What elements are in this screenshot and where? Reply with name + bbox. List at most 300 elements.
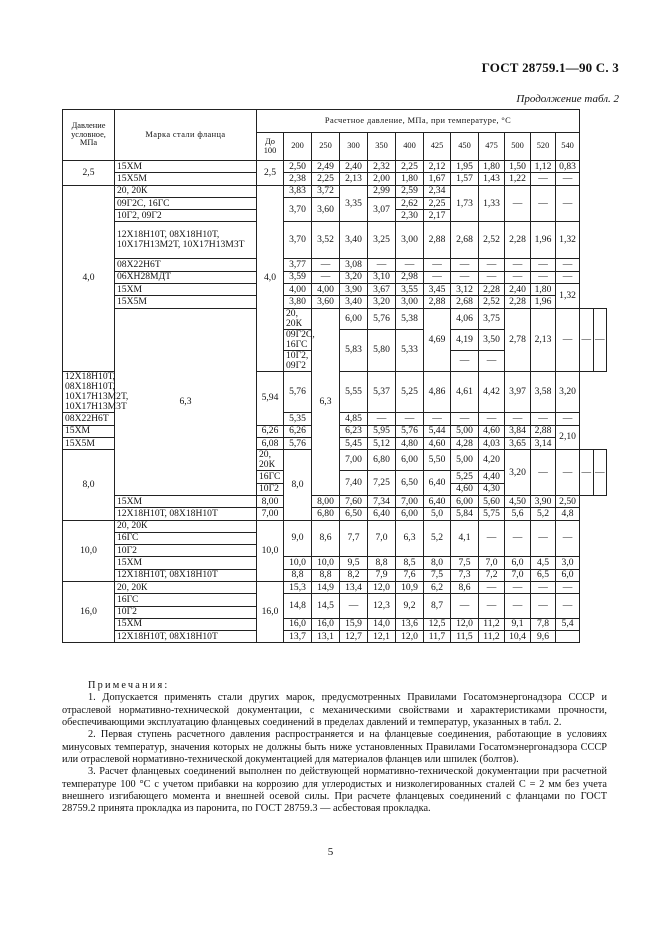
table-row [63, 594, 607, 606]
value-cell: 10,4 [505, 631, 531, 643]
value-cell: 2,99 [368, 185, 396, 197]
value-cell: 1,32 [556, 284, 580, 309]
value-cell: 2,25 [396, 161, 424, 173]
value-cell: 2,98 [396, 271, 424, 283]
value-cell: 3,60 [312, 296, 340, 308]
table-row [63, 161, 607, 173]
value-cell: — [593, 450, 606, 496]
value-cell: 6,0 [556, 569, 580, 581]
value-cell: 3,97 [505, 372, 531, 413]
value-cell: 1,73 [451, 185, 479, 222]
value-cell: 4,60 [424, 437, 451, 449]
header-temp: 475 [479, 133, 505, 161]
value-cell: 9,0 [284, 520, 312, 557]
grade-cell: 15ХМ [115, 557, 257, 569]
value-cell: 16,0 [284, 618, 312, 630]
value-cell: 6,23 [340, 425, 368, 437]
value-cell: — [505, 185, 531, 222]
value-cell: 2,28 [479, 284, 505, 296]
table-row [63, 259, 607, 271]
header-temp: 520 [531, 133, 556, 161]
value-cell: — [479, 594, 505, 619]
value-cell: — [556, 581, 580, 593]
value-cell: 8,0 [424, 557, 451, 569]
value-cell: 3,52 [312, 222, 340, 259]
value-cell: 1,32 [556, 222, 580, 259]
value-cell: 3,0 [556, 557, 580, 569]
value-cell: — [531, 594, 556, 619]
value-cell: 6,00 [451, 495, 479, 507]
value-cell: 4,20 [479, 450, 505, 471]
grade-cell: 15ХМ [115, 495, 257, 507]
header-temp: 540 [556, 133, 580, 161]
value-cell: 2,52 [479, 222, 505, 259]
table-row [63, 631, 607, 643]
value-cell: — [556, 413, 580, 425]
value-cell: — [580, 450, 593, 496]
note-3: 3. Расчет фланцевых соединений выполнен по действующей нормативно-технической документации при расчетной температуре 100 °С с учетом прибавки на коррозию для углеродистых и низколегированных сталей C = 2 мм без учета внешнего изгибающего момента и внешней осевой силы. При расчете фланцевых соединений с фланцами по ГОСТ 28759.2 принята прокладка из паронита, по ГОСТ 28759.3 — асбестовая прокладка. [62, 766, 607, 815]
value-cell: — [451, 271, 479, 283]
value-cell: — [479, 350, 505, 371]
table-wrapper [62, 109, 607, 643]
value-cell: 3,72 [312, 185, 340, 197]
pressure-cell: 8,0 [63, 450, 115, 520]
value-cell: 3,14 [531, 437, 556, 449]
value-cell: 5,45 [340, 437, 368, 449]
value-cell: — [368, 413, 396, 425]
value-cell: — [556, 173, 580, 185]
value-cell: 3,00 [396, 296, 424, 308]
value-cell: — [479, 259, 505, 271]
grade-cell: 12Х18Н10Т, 08Х18Н10Т, 10Х17Н13М2Т, 10Х17Н13М3Т [63, 372, 115, 413]
table-row [63, 508, 607, 520]
value-cell: — [556, 185, 580, 222]
value-cell: 7,2 [479, 569, 505, 581]
value-cell: 4,42 [479, 372, 505, 413]
value-cell: 3,08 [340, 259, 368, 271]
value-cell: 4,86 [424, 372, 451, 413]
grade-cell: 15ХМ [115, 618, 257, 630]
value-cell: 7,0 [505, 569, 531, 581]
value-cell: — [424, 271, 451, 283]
value-cell: 13,7 [284, 631, 312, 643]
value-cell: 4,8 [556, 508, 580, 520]
value-cell: — [340, 594, 368, 619]
value-cell: 5,38 [396, 308, 424, 329]
value-cell: 5,0 [424, 508, 451, 520]
grade-cell: 10Г2 [115, 606, 257, 618]
value-cell: 5,4 [556, 618, 580, 630]
value-cell: 8,8 [368, 557, 396, 569]
value-cell: 8,2 [340, 569, 368, 581]
value-cell: 9,5 [340, 557, 368, 569]
value-cell: 7,34 [368, 495, 396, 507]
value-cell: 8,7 [424, 594, 451, 619]
value-cell: — [580, 308, 593, 371]
value-cell: 15,9 [340, 618, 368, 630]
value-cell: — [451, 259, 479, 271]
header-temp: 350 [368, 133, 396, 161]
value-cell: 5,84 [451, 508, 479, 520]
value-cell: 3,84 [505, 425, 531, 437]
value-cell: — [531, 450, 556, 496]
grade-cell: 15ХМ [63, 425, 115, 437]
value-cell: — [312, 259, 340, 271]
value-cell: 16,0 [312, 618, 340, 630]
value-cell: 6,50 [340, 508, 368, 520]
value-cell: 1,22 [505, 173, 531, 185]
value-cell: 12,1 [368, 631, 396, 643]
grade-cell: 10Г2 [257, 483, 284, 495]
table-row [63, 618, 607, 630]
value-cell: 3,40 [340, 222, 368, 259]
value-cell: 10,9 [396, 581, 424, 593]
value-cell: — [479, 271, 505, 283]
value-cell: 2,25 [312, 173, 340, 185]
value-cell: 5,25 [396, 372, 424, 413]
value-cell: 5,37 [368, 372, 396, 413]
value-cell: 4,60 [451, 483, 479, 495]
value-cell: 7,8 [531, 618, 556, 630]
value-cell: 7,40 [340, 471, 368, 496]
value-cell: 8,6 [312, 520, 340, 557]
value-cell: 16,0 [257, 581, 284, 642]
value-cell: — [505, 520, 531, 557]
value-cell: 1,12 [531, 161, 556, 173]
header-temp: 300 [340, 133, 368, 161]
grade-cell: 20, 20К [284, 308, 312, 329]
value-cell: 5,50 [424, 450, 451, 471]
value-cell: 4,5 [531, 557, 556, 569]
value-cell: 5,55 [340, 372, 368, 413]
grade-cell: 20, 20К [115, 520, 257, 532]
value-cell: — [451, 413, 479, 425]
value-cell: 3,90 [531, 495, 556, 507]
value-cell: 12,7 [340, 631, 368, 643]
value-cell: 1,33 [479, 185, 505, 222]
value-cell: — [479, 413, 505, 425]
header-temp: 250 [312, 133, 340, 161]
grade-cell: 15Х5М [115, 173, 257, 185]
value-cell: — [424, 259, 451, 271]
grade-cell: 10Г2, 09Г2 [115, 210, 257, 222]
value-cell: 5,25 [451, 471, 479, 483]
value-cell: 3,83 [284, 185, 312, 197]
value-cell: 6,26 [257, 425, 284, 437]
value-cell: 2,13 [340, 173, 368, 185]
value-cell: 2,40 [340, 161, 368, 173]
value-cell: 3,70 [284, 222, 312, 259]
header-upto-100: До 100 [257, 133, 284, 161]
table-row [63, 495, 607, 507]
value-cell: 1,80 [396, 173, 424, 185]
value-cell: 3,80 [284, 296, 312, 308]
value-cell: 6,5 [531, 569, 556, 581]
grade-cell: 12Х18Н10Т, 08Х18Н10Т [115, 508, 257, 520]
value-cell: 6,3 [396, 520, 424, 557]
value-cell: — [531, 173, 556, 185]
value-cell: 2,88 [424, 222, 451, 259]
value-cell: 7,9 [368, 569, 396, 581]
value-cell: 4,50 [505, 495, 531, 507]
value-cell: 7,25 [368, 471, 396, 496]
value-cell: 6,2 [424, 581, 451, 593]
value-cell: 5,2 [531, 508, 556, 520]
grade-cell: 09Г2С, 16ГС [284, 329, 312, 350]
value-cell: 6,80 [368, 450, 396, 471]
table-row [63, 557, 607, 569]
value-cell: 12,0 [396, 631, 424, 643]
pressure-cell: 4,0 [63, 185, 115, 371]
value-cell: 2,25 [424, 197, 451, 209]
value-cell: 14,5 [312, 594, 340, 619]
value-cell: — [531, 271, 556, 283]
value-cell: 2,12 [424, 161, 451, 173]
grade-cell: 12Х18Н10Т, 08Х18Н10Т, 10Х17Н13М2Т, 10Х17Н13М3Т [115, 222, 257, 259]
value-cell: — [396, 259, 424, 271]
value-cell: 4,0 [257, 185, 284, 371]
value-cell: 1,43 [479, 173, 505, 185]
value-cell: 7,5 [451, 557, 479, 569]
table-row [63, 581, 607, 593]
header-steel-grade: Марка стали фланца [115, 110, 257, 161]
value-cell: 6,80 [312, 508, 340, 520]
value-cell: — [556, 308, 580, 371]
value-cell: 3,75 [479, 308, 505, 329]
value-cell: — [505, 271, 531, 283]
value-cell: — [531, 185, 556, 222]
value-cell: — [531, 413, 556, 425]
value-cell: 1,96 [531, 296, 556, 308]
value-cell: 5,12 [368, 437, 396, 449]
value-cell: 10,0 [312, 557, 340, 569]
value-cell: 6,00 [340, 308, 368, 329]
value-cell: 4,28 [451, 437, 479, 449]
value-cell: 13,4 [340, 581, 368, 593]
value-cell: 1,67 [424, 173, 451, 185]
value-cell: 12,0 [451, 618, 479, 630]
value-cell: 4,40 [479, 471, 505, 483]
value-cell: — [556, 520, 580, 557]
value-cell: 10,0 [257, 520, 284, 581]
table-row [63, 222, 607, 259]
value-cell: 2,68 [451, 296, 479, 308]
value-cell: 8,00 [257, 495, 284, 507]
value-cell: 2,00 [368, 173, 396, 185]
value-cell: 2,28 [505, 296, 531, 308]
grade-cell: 06ХН28МДТ [115, 271, 257, 283]
value-cell: 3,67 [368, 284, 396, 296]
value-cell: 8,8 [312, 569, 340, 581]
value-cell: 2,30 [396, 210, 424, 222]
grade-cell: 20, 20К [257, 450, 284, 471]
value-cell: — [593, 308, 606, 371]
pressure-cell: 2,5 [63, 161, 115, 186]
value-cell: 2,28 [505, 222, 531, 259]
value-cell: 7,6 [396, 569, 424, 581]
value-cell: 1,57 [451, 173, 479, 185]
value-cell: 5,00 [451, 425, 479, 437]
value-cell: 2,13 [531, 308, 556, 371]
value-cell [556, 631, 580, 643]
value-cell: 14,9 [312, 581, 340, 593]
grade-cell: 10Г2 [115, 545, 257, 557]
value-cell: 7,00 [340, 450, 368, 471]
page-number: 5 [327, 846, 334, 858]
value-cell: 3,25 [368, 222, 396, 259]
value-cell: 2,17 [424, 210, 451, 222]
value-cell: 5,60 [479, 495, 505, 507]
value-cell: 3,35 [340, 185, 368, 222]
value-cell: 12,3 [368, 594, 396, 619]
value-cell: 2,59 [396, 185, 424, 197]
value-cell: 13,1 [312, 631, 340, 643]
value-cell: 12,5 [424, 618, 451, 630]
value-cell: 5,2 [424, 520, 451, 557]
table-row [63, 296, 607, 308]
value-cell: — [505, 259, 531, 271]
value-cell: 1,96 [531, 222, 556, 259]
value-cell: 7,00 [396, 495, 424, 507]
header-temp: 200 [284, 133, 312, 161]
value-cell: 5,33 [396, 329, 424, 371]
grade-cell: 15ХМ [115, 161, 257, 173]
value-cell: 3,20 [340, 271, 368, 283]
value-cell: 5,00 [451, 450, 479, 471]
value-cell: 5,94 [257, 372, 284, 426]
value-cell: — [396, 413, 424, 425]
value-cell: 8,00 [312, 495, 340, 507]
pressure-cell: 10,0 [63, 520, 115, 581]
value-cell: 0,83 [556, 161, 580, 173]
value-cell: — [505, 581, 531, 593]
value-cell: 2,88 [424, 296, 451, 308]
value-cell: 6,0 [505, 557, 531, 569]
value-cell: 5,6 [505, 508, 531, 520]
value-cell: 2,62 [396, 197, 424, 209]
header-temp: 425 [424, 133, 451, 161]
value-cell: — [531, 520, 556, 557]
grade-cell: 16ГС [257, 471, 284, 483]
value-cell: 4,00 [284, 284, 312, 296]
value-cell: 3,10 [368, 271, 396, 283]
value-cell: — [556, 271, 580, 283]
value-cell: 5,35 [284, 413, 312, 425]
value-cell: 3,07 [368, 197, 396, 222]
value-cell: 1,50 [505, 161, 531, 173]
value-cell: — [556, 259, 580, 271]
pressure-cell: 6,3 [115, 308, 257, 495]
value-cell: 4,06 [451, 308, 479, 329]
value-cell: 3,70 [284, 197, 312, 222]
value-cell: 11,7 [424, 631, 451, 643]
grade-cell: 09Г2С, 16ГС [115, 197, 257, 209]
value-cell: 6,26 [284, 425, 312, 437]
value-cell: 4,03 [479, 437, 505, 449]
table-row [63, 185, 607, 197]
value-cell: 5,75 [479, 508, 505, 520]
value-cell: 9,6 [531, 631, 556, 643]
value-cell: — [556, 594, 580, 619]
value-cell: 5,76 [396, 425, 424, 437]
value-cell: 4,19 [451, 329, 479, 350]
value-cell: 2,40 [505, 284, 531, 296]
value-cell: 2,68 [451, 222, 479, 259]
header-temp: 450 [451, 133, 479, 161]
value-cell: 15,3 [284, 581, 312, 593]
value-cell: 6,40 [424, 495, 451, 507]
value-cell: 7,7 [340, 520, 368, 557]
value-cell: 2,32 [368, 161, 396, 173]
value-cell: 2,50 [556, 495, 580, 507]
value-cell: 2,78 [505, 308, 531, 371]
value-cell: 5,76 [368, 308, 396, 329]
value-cell: 4,85 [340, 413, 368, 425]
value-cell: 13,6 [396, 618, 424, 630]
value-cell: 2,10 [556, 425, 580, 450]
grade-cell: 20, 20К [115, 185, 257, 197]
value-cell: 3,20 [505, 450, 531, 496]
value-cell: — [479, 581, 505, 593]
value-cell: 3,90 [340, 284, 368, 296]
value-cell: 5,76 [284, 437, 312, 449]
value-cell: 5,44 [424, 425, 451, 437]
header-temp: 400 [396, 133, 424, 161]
value-cell: 11,5 [451, 631, 479, 643]
value-cell: 4,69 [424, 308, 451, 371]
value-cell: 6,50 [396, 471, 424, 496]
value-cell: 7,0 [479, 557, 505, 569]
value-cell: 3,60 [312, 197, 340, 222]
table-row [63, 271, 607, 283]
value-cell: — [479, 520, 505, 557]
value-cell: 3,12 [451, 284, 479, 296]
value-cell: 5,83 [340, 329, 368, 371]
grade-cell: 16ГС [115, 532, 257, 544]
value-cell: 3,40 [340, 296, 368, 308]
value-cell: 3,65 [505, 437, 531, 449]
table-row [63, 173, 607, 185]
value-cell: 2,5 [257, 161, 284, 186]
note-1: 1. Допускается применять стали других марок, предусмотренных Правилами Госатомэнергонадзора СССР и отраслевой нормативно-технической документации, с механическими свойствами и характеристиками прочности, обеспечивающими эксплуатацию фланцевых соединений в пределах давлений и температур, указанных в табл. 2. [62, 692, 607, 729]
value-cell: 7,5 [424, 569, 451, 581]
value-cell: 1,80 [479, 161, 505, 173]
value-cell: 2,88 [531, 425, 556, 437]
page-header: ГОСТ 28759.1—90 С. 3 [481, 60, 619, 75]
grade-cell: 12Х18Н10Т, 08Х18Н10Т [115, 631, 257, 643]
value-cell: 6,00 [396, 508, 424, 520]
grade-cell: 12Х18Н10Т, 08Х18Н10Т [115, 569, 257, 581]
value-cell: 3,00 [396, 222, 424, 259]
value-cell: — [312, 271, 340, 283]
value-cell: 12,0 [368, 581, 396, 593]
value-cell: — [556, 450, 580, 496]
value-cell: 6,40 [368, 508, 396, 520]
header-pressure: Давление условное, МПа [63, 110, 115, 161]
value-cell: 5,76 [284, 372, 312, 413]
table-caption: Продолжение табл. 2 [516, 93, 619, 105]
value-cell: — [505, 594, 531, 619]
value-cell: — [424, 413, 451, 425]
value-cell: 3,20 [368, 296, 396, 308]
grade-cell: 16ГС [115, 594, 257, 606]
notes-section [62, 680, 607, 816]
value-cell: 4,60 [479, 425, 505, 437]
table-row [63, 520, 607, 532]
table-row [63, 569, 607, 581]
value-cell: 3,59 [284, 271, 312, 283]
value-cell: 9,2 [396, 594, 424, 619]
